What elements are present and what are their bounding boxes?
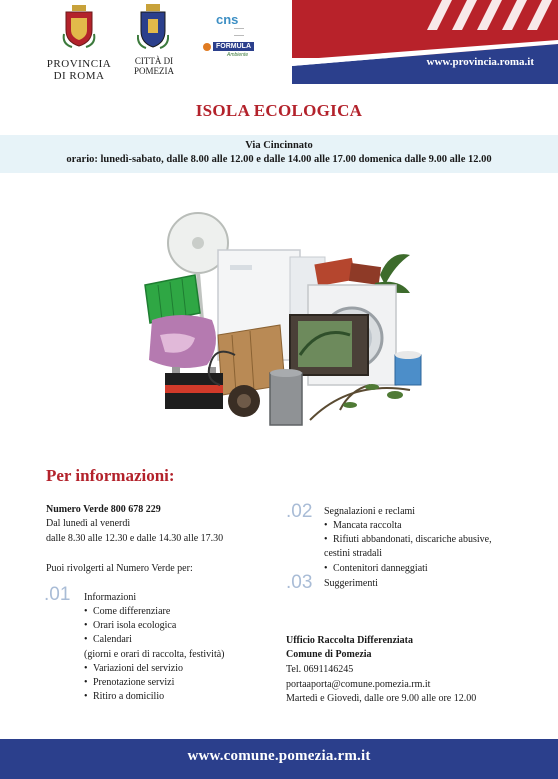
list-item: • Come differenziare [84,606,171,617]
opening-hours-line: orario: lunedì-sabato, dalle 8.00 alle 12.00 e dalle 14.00 alle 17.00 domenica dalle 9.00 alle 12.00 [66,154,492,165]
clothes-icon [149,315,216,368]
informazioni-list-2 [84,662,183,705]
header-decoration [292,0,558,84]
office-title: Ufficio Raccolta Differenziata [286,635,413,646]
address-line: Via Cincinnato [245,140,313,151]
list-item: • Prenotazione servizi [84,677,175,689]
page-title: ISOLA ECOLOGICA [195,101,363,120]
tire-icon [228,385,260,417]
section-segnalazioni-title: Segnalazioni e reclami [324,506,416,517]
info-heading: Per informazioni: [46,466,175,485]
list-item: • Variazioni del servizio [84,663,183,674]
list-item: • Rifiuti abbandonati, discariche abusive, [324,534,492,546]
numero-verde-days: Dal lunedì al venerdì [46,518,131,529]
waste-pile-illustration [140,205,430,445]
informazioni-list [84,605,176,648]
office-phone[interactable]: Tel. 0691146245 [286,664,354,675]
section-number-02: .02 [286,501,313,522]
branches-icon [310,385,410,420]
pomezia-crest-icon [137,3,169,49]
section-number-01: .01 [44,584,71,605]
numero-verde-hours: dalle 8.30 alle 12.30 e dalle 14.30 alle 17.30 [46,533,224,544]
office-hours: Martedì e Giovedì, dalle ore 9.00 alle ore 12.00 [286,693,477,704]
office-email[interactable]: portaaporta@comune.pomezia.rm.it [286,679,431,690]
list-item: • Calendari [84,634,132,646]
tv-icon [290,315,368,375]
pomezia-logo-text: CITTÀ DI POMEZIA [134,56,174,76]
comune-url[interactable]: www.comune.pomezia.rm.it [187,748,371,764]
section-informazioni-title: Informazioni [84,592,137,603]
battery-icon [165,367,223,409]
section-number-03: .03 [286,572,313,593]
list-item: • Mancata raccolta [324,520,402,531]
segnalazioni-list [324,519,492,576]
office-subtitle: Comune di Pomezia [286,649,372,660]
section-suggerimenti-title: Suggerimenti [324,578,378,589]
paint-tin-icon [395,351,421,385]
provincia-roma-crest-icon [62,4,96,48]
numero-verde-intro: Puoi rivolgerti al Numero Verde per: [46,563,193,574]
list-item: cestini stradali [324,548,383,560]
cns-logo-lines [234,28,244,36]
calendari-note: (giorni e orari di raccolta, festività) [84,649,225,660]
numero-verde[interactable]: Numero Verde 800 678 229 [46,504,161,515]
formula-ambiente-logo: FORMULA Ambiente [203,42,257,53]
list-item: • Orari isola ecologica [84,620,177,632]
formula-dot-icon [203,43,211,51]
cns-logo: cns [216,12,239,27]
provincia-url[interactable]: www.provincia.roma.it [426,56,534,68]
metal-can-icon [270,369,302,425]
provincia-roma-logo-text: PROVINCIA DI ROMA [46,58,112,82]
list-item: • Contenitori danneggiati [324,562,428,574]
list-item: • Ritiro a domicilio [84,691,165,703]
